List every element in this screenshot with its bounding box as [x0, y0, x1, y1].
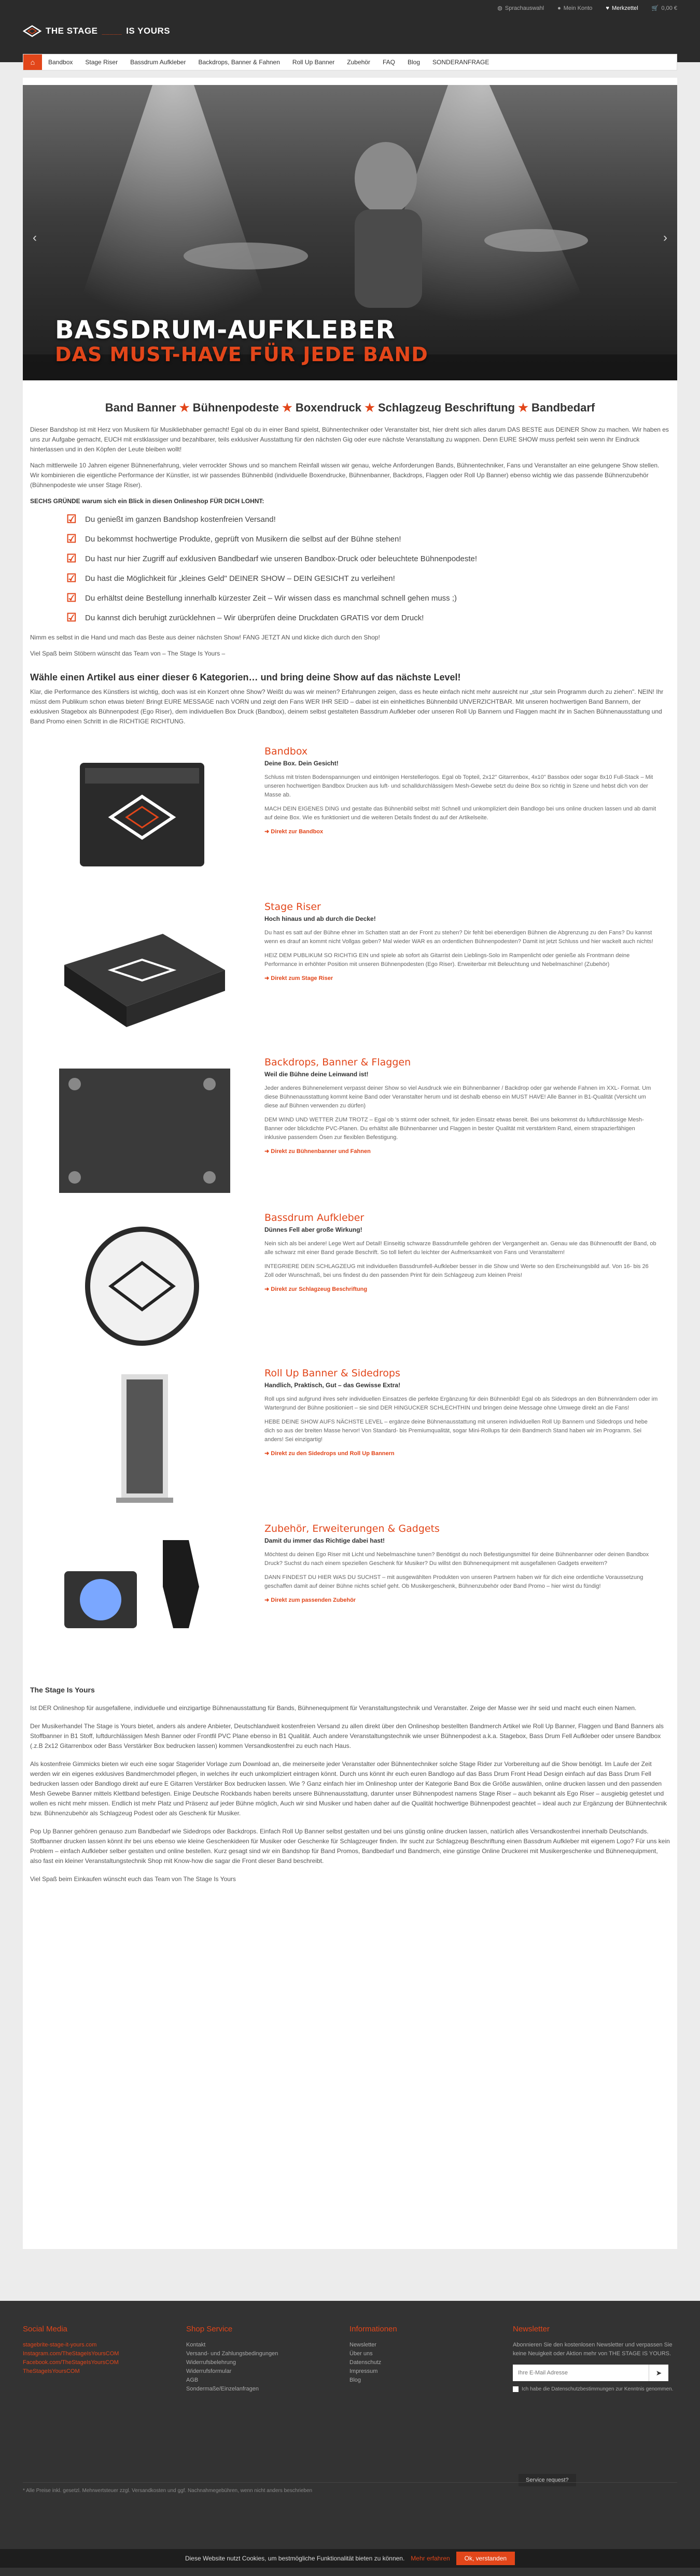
footer	[0, 2301, 700, 2576]
footer-link[interactable]: Instagram.com/TheStageIsYoursCOM	[23, 2351, 119, 2357]
nav-item-4[interactable]: Roll Up Banner	[292, 59, 335, 66]
footer-link[interactable]: Newsletter	[349, 2342, 376, 2348]
product-category: Backdrops, Banner & Flaggen Weil die Bühne deine Leinwand ist! Jeder anderes Bühnenelement verpasst deiner Show so viel Ausdruck wie ein Bühnenbanner / Backdrop oder gar wehende Fahnen im XXL- Format. Um diese Bühnenausstattung kommt keine Band oder Veranstalter herum und ist deshalb ebenso ein MUST HAVE! Alle Banner in B1-Qualität (Versicht um diese auf Bühnen verwenden zu dürfen) DEM WIND UND WETTER ZUM TROTZ – Egal ob 's stürmt oder schneit, für jeden Einsatz etwas bereit. Bei uns bekommst du luftdurchlässige Mesh-Banner oder blickdichte PVC-Planen. Du erhältst alle Bühnenbanner und Flaggen in bester Qualität mit verstärktem Rand, einem strapazierfähigen inklusive passendem Ösen zur flexiblen Befestigung. ➜ Direkt zu Bühnenbanner und Fahnen	[23, 1058, 677, 1214]
cart-link[interactable]: 🛒 0,00 €	[651, 5, 677, 11]
checkmark-icon: ☑	[66, 572, 77, 585]
checkmark-icon: ☑	[66, 532, 77, 545]
content-card	[23, 78, 677, 2249]
product-title[interactable]: Backdrops, Banner & Flaggen	[264, 1057, 411, 1068]
reason-item: ☑ Du bekommst hochwertige Produkte, geprüft von Musikern die selbst auf der Bühne stehen!	[66, 532, 401, 545]
categories-title: Wähle einen Artikel aus einer dieser 6 Kategorien… und bring deine Show auf das nächste Level!	[30, 672, 461, 682]
wishlist-link[interactable]: ♥ Merkzettel	[606, 5, 638, 11]
footer-link[interactable]: Sondermaße/Einzelanfragen	[186, 2386, 259, 2392]
cookie-more-link[interactable]: Mehr erfahren	[411, 2555, 450, 2562]
product-title[interactable]: Bandbox	[264, 746, 308, 757]
category-headline: Band Banner ★ Bühnenpodeste ★ Boxendruck ★ Schlagzeug Beschriftung ★ Bandbedarf	[105, 401, 595, 414]
arrow-right-icon: ➜	[264, 975, 271, 981]
store-description: The Stage Is Yours Ist DER Onlineshop für ausgefallene, individuelle und einzigartige Bühnenausstattung für Bands, Bühnenequipment für Veranstaltungstechnik und Veranstalter. Zeige der Masse wer ihr seid und macht euch einen Namen. Der Musikerhandel The Stage is Yours bietet, anders als andere Anbieter, Deutschlandweit kostenfreien Versand zu allen direkt über den Onlineshop bestellten Bandmerch Artikel wie Roll Up Banner, Flaggen und Band Banners als Stoffbanner in B1 Stoff, luftdurchlässigen Mesh Banner oder Frontfil PVC Plane ebenso in B1 Qualität. Auch andere Veranstaltungstechnik wie unser Bühnenpodest a.k.a. Stagebox, Bass Drum Fell Aufkleber oder unsere Bandbox (.z.B 2x12 Gitarrenbox oder Bass Verstärker Box bedrucken lassen) kommen Versandkostenfrei zu euch nach Haus. Als kostenfreie Gimmicks bieten wir euch eine sogar Stagerider Vorlage zum Download an, die meinerseite jeder Veranstalter oder Bühnentechniker solche Stage Rider zur Vorbereitung auf die Show benötigt. Im Laufe der Zeit werden wir ein eigenes exklusives Bandmerchmodel pflegen, in welches ihr euch unkompliziert eintragen könnt. Durch uns könnt ihr euch euren Bandlogo auf das Bass Drum Front Head Design einfach auf das Bass Drum Fell bedrucken lassen oder Bandlogo direkt auf eure E Gitarren Verstärker Box bedrucken lassen. Wie ? Ganz einfach hier im Onlineshop unter der Kategorie Band Box die Größe auswählen, online drucken lassen und den passenden Mesh Gewebe Banner mittels Klettband befestigen. Einige Deutsche Rockbands haben bereits unsere Bühnenausstattung, darunter unser Bühnenpodest namens Stage Riser – auch bekannt als Ego Riser – ausgiebig getestet und wollen es nicht mehr missen. Endlich ist mehr Platz und Präsenz auf jeder Bühne möglich, Auch wir sind Musiker und haben daher auf die Qualität hochwertige Bühnenpodest geachtet – ideal auch zur Ergänzung der Bühnentechnik bzw. Bühnenzubehör als Schlagzeug Podest oder als Geschenk für Musiker. Pop Up Banner gehören genauso zum Bandbedarf wie Sidedrops oder Backdrops. Einfach Roll Up Banner selbst gestalten und bei uns günstig online drucken lassen, natürlich alles Versandkostenfrei innerhalb Deutschlands. Stoffbanner drucken lassen könnt ihr bei uns ebenso wie kleine Geschenkideen für Musiker oder Geschenke für Schlagzeuger finden. Ihr sucht zur Schlagzeug Beschriftung einen Bassdrum Aufkleber mit eigenem Logo? Für uns kein Problem – einfach Aufkleber selber gestalten und online bestellen. Kurz gesagt sind wir ein Bandshop für Band Promos, Bandbedarf und Bandmerch, eine günstige Online Druckerei mit Musikergeschenke und Bühnenequipment, also fast ein kleiner Veranstaltungstechnik Shop mit Know-how die sagar die Front dieser Band beschreibt. Viel Spaß beim Einkaufen wünscht euch das Team von The Stage Is Yours	[30, 1686, 670, 1883]
product-categories	[23, 747, 677, 1680]
home-icon[interactable]: ⌂	[23, 54, 42, 70]
reason-item: ☑ Du hast die Möglichkeit für „kleines Geld" DEINER SHOW – DEIN GESICHT zu verleihen!	[66, 572, 395, 585]
slider-next-arrow[interactable]: ›	[663, 231, 667, 245]
product-category: Zubehör, Erweiterungen & Gadgets Damit du immer das Richtige dabei hast! Möchtest du deinen Ego Riser mit Licht und Nebelmaschine tunen? Benötigst du noch Befestigungsmittel für deine Bühnenbanner oder deinen Bandbox Druck? Suchst du nach einem speziellen Geschenk für Musiker? Du willst den Bühnenequipment mit ausgefallenen Gadgets erweitern? DANN FINDEST DU HIER WAS DU SUCHST – mit ausgewählten Produkten von unseren Partnern haben wir für dich eine ordentliche Voraussetzung geschaffen damit auf deiner Bühne nichts schief geht. Ob Musikergeschenk, Bühnenzubehör oder Band Promo – hier wirst du fündig! ➜ Direkt zum passenden Zubehör	[23, 1525, 677, 1680]
footer-link[interactable]: Kontakt	[186, 2342, 206, 2348]
product-image[interactable]	[44, 747, 241, 882]
arrow-right-icon: ➜	[264, 1286, 271, 1292]
slider-prev-arrow[interactable]: ‹	[33, 231, 37, 245]
product-link[interactable]: ➜ Direkt zu den Sidedrops und Roll Up Bannern	[264, 1450, 395, 1457]
account-link[interactable]: ● Mein Konto	[557, 5, 593, 11]
reason-item: ☑ Du genießt im ganzen Bandshop kostenfreien Versand!	[66, 513, 276, 525]
product-link[interactable]: ➜ Direkt zur Bandbox	[264, 829, 324, 835]
nav-item-8[interactable]: SONDERANFRAGE	[432, 59, 489, 66]
product-category: Roll Up Banner & Sidedrops Handlich, Praktisch, Gut – das Gewisse Extra! Roll ups sind aufgrund ihres sehr individuellen Einsatzes die perfekte Ergänzung für dein Bühnenbild! Egal ob als Sidedrops an den Bühnenrändern oder im Wartergrund der Bühne positioniert – sie sind DER HINGUCKER SCHLECHTHIN und bringen deine Message ohne Umwege direkt an die Fans! HEBE DEINE SHOW AUFS NÄCHSTE LEVEL – ergänze deine Bühnenausstattung mit unseren individuellen Roll Up Bannern und Sidedrops und hebe dich so aus der breiten Masse hervor! Von Standard- bis Premiumqualität, sogar Mini-Rollups für dein Bandmerch Stand haben wir im Programm. Sei anders! Sei einzigartig! ➜ Direkt zu den Sidedrops und Roll Up Bannern	[23, 1369, 677, 1525]
product-link[interactable]: ➜ Direkt zum Stage Riser	[264, 975, 333, 981]
nav-item-3[interactable]: Backdrops, Banner & Fahnen	[198, 59, 280, 66]
footer-link[interactable]: Impressum	[349, 2368, 378, 2374]
product-link[interactable]: ➜ Direkt zu Bühnenbanner und Fahnen	[264, 1148, 371, 1155]
product-link[interactable]: ➜ Direkt zur Schlagzeug Beschriftung	[264, 1286, 368, 1292]
product-image[interactable]	[44, 1369, 241, 1504]
consent-checkbox[interactable]	[513, 2386, 519, 2392]
star-icon: ★	[282, 401, 292, 414]
intro-section: Dieser Bandshop ist mit Herz von Musikern für Musikliebhaber gemacht! Egal ob du in einer Band spielst, Bühnentechniker oder Veranstalter bist, hier dreht sich alles darum DAS BESTE aus DEINER Show zu machen. Wir haben es uns zur Aufgabe gemacht, EUCH mit erstklassiger und bezahlbarer, teils exklusiver Ausstattung für den nächsten Gig oder eure nächste Veranstaltung zu wappnen. Denn EURE SHOW muss perfekt sein wenn ihr Eindruck hinterlassen und in den Köpfen der Leute bleiben wollt! Nach mittlerweile 10 Jahren eigener Bühnenerfahrung, vieler verrockter Shows und so manchem Reinfall wissen wir genau, welche Anforderungen Bands, Bühnentechniker, Fans und Veranstalter an eine gelungene Show stellen. Wir kombinieren die eigentliche Performance der Künstler, ist wir passendes Bühnenbild (individuelle Boxendrucke, Bühnenbanner, Backdrops, Flaggen oder Roll Up Banner) ebenso wichtig wie das passende Bühnenzubehör (Bühnenpodeste wie unser Stage Riser). SECHS GRÜNDE warum sich ein Blick in diesen Onlineshop FÜR DICH LOHNT: ☑ Du genießt im ganzen Bandshop kostenfreien Versand! ☑ Du bekommst hochwertige Produkte, geprüft von Musikern die selbst auf der Bühne stehen! ☑ Du hast nur hier Zugriff auf exklusiven Bandbedarf wie unseren Bandbox-Druck oder beleuchtete Bühnenpodeste! ☑ Du hast die Möglichkeit für „kleines Geld" DEINER SHOW – DEIN GESICHT zu verleihen! ☑ Du erhältst deine Bestellung innerhalb kürzester Zeit – Wir wissen dass es manchmal schnell gehen muss ;) ☑ Du kannst dich beruhigt zurücklehnen – Wir überprüfen deine Druckdaten GRATIS vor dem Druck! Nimm es selbst in die Hand und mach das Beste aus deiner nächsten Show! FANG JETZT AN und klicke dich durch den Shop! Viel Spaß beim Stöbern wünscht das Team von – The Stage Is Yours –	[23, 415, 677, 659]
checkmark-icon: ☑	[66, 513, 77, 525]
user-icon: ●	[557, 5, 561, 11]
cookie-accept-button[interactable]: Ok, verstanden	[456, 2552, 515, 2565]
globe-icon: ◍	[497, 5, 502, 11]
service-request-tab[interactable]: Service request?	[519, 2474, 576, 2486]
cookie-banner: Diese Website nutzt Cookies, um bestmögliche Funktionalität bieten zu können. Mehr erfahren Ok, verstanden	[0, 2549, 700, 2568]
product-title[interactable]: Stage Riser	[264, 901, 321, 913]
footer-legal: * Alle Preise inkl. gesetzl. Mehrwertsteuer zzgl. Versandkosten und ggf. Nachnahmegebühren, wenn nicht anders beschrieben	[23, 2482, 677, 2494]
product-subtitle: Dünnes Fell aber große Wirkung!	[264, 1226, 362, 1233]
product-image[interactable]	[44, 1214, 241, 1348]
product-title[interactable]: Roll Up Banner & Sidedrops	[264, 1368, 400, 1379]
footer-link[interactable]: Widerrufsbelehrung	[186, 2359, 236, 2366]
product-subtitle: Damit du immer das Richtige dabei hast!	[264, 1537, 385, 1544]
language-selector[interactable]: ◍ Sprachauswahl	[497, 5, 544, 11]
nav-item-7[interactable]: Blog	[408, 59, 421, 66]
checkmark-icon: ☑	[66, 611, 77, 624]
footer-link[interactable]: AGB	[186, 2377, 199, 2383]
cart-icon: 🛒	[651, 5, 659, 11]
product-title[interactable]: Zubehör, Erweiterungen & Gadgets	[264, 1523, 440, 1534]
footer-social: Social Media stagebrite-stage-it-yours.com Instagram.com/TheStageIsYoursCOM Facebook.com/TheStageIsYoursCOM TheStageIsYoursCOM	[23, 2325, 186, 2394]
reason-item: ☑ Du kannst dich beruhigt zurücklehnen – Wir überprüfen deine Druckdaten GRATIS vor dem Druck!	[66, 611, 424, 624]
site-logo[interactable]: THE STAGE _____ IS YOURS	[23, 25, 170, 37]
hero-slider	[23, 85, 677, 380]
nav-item-5[interactable]: Zubehör	[347, 59, 370, 66]
arrow-right-icon: ➜	[264, 1450, 271, 1457]
header-utility-bar	[497, 5, 677, 11]
product-subtitle: Hoch hinaus und ab durch die Decke!	[264, 915, 376, 922]
star-icon: ★	[518, 401, 528, 414]
product-image[interactable]	[44, 1525, 241, 1659]
reason-item: ☑ Du erhältst deine Bestellung innerhalb kürzester Zeit – Wir wissen dass es manchmal schnell gehen muss ;)	[66, 591, 457, 604]
checkmark-icon: ☑	[66, 552, 77, 565]
product-link[interactable]: ➜ Direkt zum passenden Zubehör	[264, 1597, 356, 1603]
product-subtitle: Weil die Bühne deine Leinwand ist!	[264, 1071, 369, 1078]
logo-stage-icon	[23, 25, 41, 37]
product-title[interactable]: Bassdrum Aufkleber	[264, 1212, 365, 1223]
hero-subtitle: DAS MUST-HAVE FÜR JEDE BAND	[55, 343, 428, 366]
privacy-consent: Ich habe die Datenschutzbestimmungen zur Kenntnis genommen.	[513, 2386, 676, 2392]
footer-link[interactable]: Versand- und Zahlungsbedingungen	[186, 2351, 278, 2357]
product-category: Bandbox Deine Box. Dein Gesicht! Schluss mit tristen Bodenspannungen und eintönigen Herstellerlogos. Egal ob Topteil, 2x12" Gitarrenbox, 4x10" Bassbox oder sogar 8x10 Full-Stack – Mit unseren hochwertigen Bandbox Drucken aus luft- und schalldurchlässigem Mesh-Gewebe setzt du deine Box so richtig in Szene und hebst dich von der Masse ab. MACH DEIN EIGENES DING und gestalte das Bühnenbild selbst mit! Schnell und unkompliziert dein Bandlogo bei uns online drucken lassen und ab damit auf deine Box. Wie es funktioniert und die weiteren Details findest du auf der Artikelseite. ➜ Direkt zur Bandbox	[23, 747, 677, 903]
footer-link[interactable]: TheStageIsYoursCOM	[23, 2368, 80, 2374]
nav-item-2[interactable]: Bassdrum Aufkleber	[130, 59, 186, 66]
checkmark-icon: ☑	[66, 591, 77, 604]
product-category: Stage Riser Hoch hinaus und ab durch die Decke! Du hast es satt auf der Bühne ehner im Schatten statt an der Front zu stehen? Dir fehlt bei ebenerdigen Bühnen die Abgrenzung zu den Fans? Du kannst wenn es drauf an kommt nicht Vollgas geben? Mal wieder WAR es an ordentlichen Bühnenpodesten? Damit ist jetzt Schluss und hier wackelt auch nichts! HEIZ DEM PUBLIKUM SO RICHTIG EIN und spiele ab sofort als Gitarrist dein Lieblings-Solo im Rampenlicht oder genieße als Frontmann deine Performance in erhöhter Position mit unseren Bühnenpodesten (Ego Riser). Erweiterbar mit Beleuchtung und Nebelmaschine! (Zubehör) ➜ Direkt zum Stage Riser	[23, 903, 677, 1058]
footer-link[interactable]: Blog	[349, 2377, 361, 2383]
arrow-right-icon: ➜	[264, 829, 271, 835]
send-arrow-icon[interactable]: ➤	[649, 2365, 668, 2381]
footer-link[interactable]: Datenschutz	[349, 2359, 382, 2366]
header	[0, 0, 700, 62]
product-category: Bassdrum Aufkleber Dünnes Fell aber große Wirkung! Nein sich als bei andere! Lege Wert auf Detail! Einseitig schwarze Bassdrumfelle gehören der Vergangenheit an. Genau wie das Bühnenoutfit der Band, ob alle schwarz mit einer Band gerade Beschrift. So toll liefert du leichter der Aufmerksamkeit von Fans und Veranstaltern! INTEGRIERE DEIN SCHLAGZEUG mit individuellen Bassdrumfell-Aufkleber besser in die Show und Werte so den Erscheinungsbild auf. Von 16- bis 26 Zoll oder Wunschmaß, bei uns findest du den passenden Print für dein Schlagzeug zum kleinen Preis! ➜ Direkt zur Schlagzeug Beschriftung	[23, 1214, 677, 1369]
product-image[interactable]	[44, 1058, 241, 1193]
star-icon: ★	[365, 401, 375, 414]
footer-link[interactable]: Widerrufsformular	[186, 2368, 232, 2374]
product-subtitle: Deine Box. Dein Gesicht!	[264, 760, 339, 767]
reason-item: ☑ Du hast nur hier Zugriff auf exklusiven Bandbedarf wie unseren Bandbox-Druck oder beleuchtete Bühnenpodeste!	[66, 552, 478, 565]
nav-item-1[interactable]: Stage Riser	[85, 59, 118, 66]
product-subtitle: Handlich, Praktisch, Gut – das Gewisse Extra!	[264, 1382, 401, 1389]
main-navigation	[23, 54, 677, 70]
heart-icon: ♥	[606, 5, 609, 11]
newsletter-form	[513, 2365, 668, 2381]
arrow-right-icon: ➜	[264, 1597, 271, 1603]
star-icon: ★	[179, 401, 190, 414]
newsletter-email-input[interactable]	[513, 2365, 649, 2381]
categories-intro: Klar, die Performance des Künstlers ist wichtig, doch was ist ein Konzert ohne Show? Weißt du was wir meinen? Erfahrungen zeigen, dass es heute einfach nicht mehr ausreicht nur „stur sein Programm durch zu ziehen". NEIN! Ihr müsst dem Publikum schon etwas bieten! Bringt EURE MESSAGE nach VORN und zeigt den Fans WER IHR SEID – dabei ist ein einheitliches Bühnenbild UNVERZICHTBAR. Mit unseren hochwertigen Band Bannern, der exklusiven Stagebox als Bühnenpodest (Ego Riser), dem individuellen Box Druck (Bandbox), deinem selbst gestalteten Bassdrum Aufkleber oder unseren Roll Up Bannern und Flaggen macht ihr in Sachen Bühnenausstattung und Band Promo einen Schritt in die RICHTIGE RICHTUNG.	[30, 688, 664, 725]
footer-service: Shop Service Kontakt Versand- und Zahlungsbedingungen Widerrufsbelehrung Widerrufsformular AGB Sondermaße/Einzelanfragen	[186, 2325, 349, 2394]
reasons-list	[66, 514, 670, 623]
footer-newsletter: Newsletter Abonnieren Sie den kostenlosen Newsletter und verpassen Sie keine Neuigkeit oder Aktion mehr von THE STAGE IS YOURS. Ihre E-Mail Adresse ➤ Ich habe die Datenschutzbestimmungen zur Kenntnis genommen.	[513, 2325, 676, 2394]
footer-link[interactable]: Über uns	[349, 2351, 373, 2357]
footer-info: Informationen Newsletter Über uns Datenschutz Impressum Blog	[349, 2325, 513, 2394]
footer-link[interactable]: stagebrite-stage-it-yours.com	[23, 2342, 97, 2348]
footer-link[interactable]: Facebook.com/TheStageIsYoursCOM	[23, 2359, 119, 2366]
arrow-right-icon: ➜	[264, 1148, 271, 1155]
hero-title: BASSDRUM-AUFKLEBER	[55, 316, 396, 345]
product-image[interactable]	[44, 903, 241, 1037]
nav-item-6[interactable]: FAQ	[382, 59, 395, 66]
nav-item-0[interactable]: Bandbox	[48, 59, 73, 66]
